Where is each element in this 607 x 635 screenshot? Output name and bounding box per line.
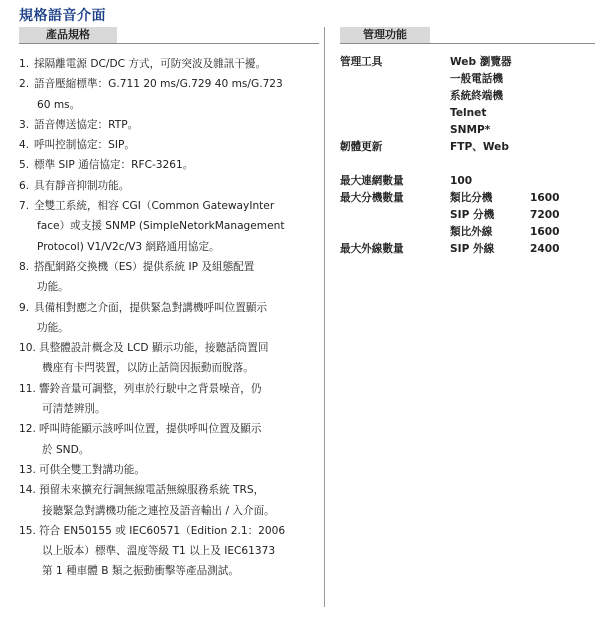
spec-item: 12. 呼叫時能顯示該呼叫位置，提供呼叫位置及顯示 於 SND。 (19, 423, 262, 456)
firmware-label: 韌體更新 (340, 141, 383, 153)
ext-count: 1600 (530, 226, 560, 238)
tool-value: Telnet (450, 107, 487, 119)
tools-label: 管理工具 (340, 56, 383, 68)
ext-type: SIP 分機 (450, 209, 495, 221)
trunk-type: SIP 外線 (450, 243, 495, 255)
spec-item: 3. 語音傳送協定：RTP。 (19, 118, 139, 131)
mgmt-row-max-conn (340, 173, 595, 190)
management-table (340, 54, 595, 258)
spec-item: 13. 可供全雙工對講功能。 (19, 463, 145, 476)
mgmt-row-firmware (340, 139, 595, 156)
spec-item: 4. 呼叫控制協定：SIP。 (19, 139, 135, 152)
tool-value: SNMP* (450, 124, 491, 136)
spec-item: 15. 符合 EN50155 或 IEC60571（Edition 2.1：2006 以上版本）標準、溫度等級 T1 以上及 IEC61373 第 1 種車體 B 類之振動衝擊等產品測試。 (19, 524, 286, 578)
product-spec-tab: 產品規格 (19, 27, 117, 43)
spec-item: 1. 採隔離電源 DC/DC 方式，可防突波及雜訊干擾。 (19, 58, 267, 70)
spec-item: 9. 具備相對應之介面，提供緊急對講機呼叫位置顯示 功能。 (19, 301, 268, 334)
management-header (340, 27, 595, 44)
tool-value: 系統終端機 (450, 90, 503, 102)
mgmt-row-tools (340, 54, 595, 71)
mgmt-row-max-ext (340, 190, 595, 207)
ext-count: 7200 (530, 209, 560, 221)
firmware-value: FTP、Web (450, 141, 509, 153)
spec-item: 14. 預留未來擴充行調無線電話無線服務系統 TRS， 接聽緊急對講機功能之連控及語音輸出 / 入介面。 (19, 484, 275, 517)
tool-value: 一般電話機 (450, 73, 503, 85)
ext-type: 類比外線 (450, 226, 493, 238)
tool-value: Web 瀏覽器 (450, 56, 512, 68)
page-title: 規格語音介面 (19, 8, 106, 24)
max-conn-value: 100 (450, 175, 473, 187)
max-ext-label: 最大分機數量 (340, 192, 404, 204)
column-divider (324, 27, 325, 607)
spec-item: 6. 具有靜音抑制功能。 (19, 179, 130, 192)
spec-item: 2. 語音壓縮標準：G.711 20 ms/G.729 40 ms/G.723 60 ms。 (19, 78, 283, 111)
spec-item: 5. 標準 SIP 通信協定：RFC-3261。 (19, 159, 194, 172)
ext-type: 類比分機 (450, 192, 493, 204)
spec-item: 7. 全雙工系統，相容 CGI（Common GatewayInter face）或支援 SNMP (SimpleNetorkManagement Protocol) V1/V2c/V3 網路通用協定。 (19, 200, 285, 253)
mgmt-row-max-trunk (340, 241, 595, 258)
ext-count: 1600 (530, 192, 560, 204)
spec-item: 8. 搭配網路交換機（ES）提供系統 IP 及組態配置 功能。 (19, 260, 255, 294)
spec-list (19, 54, 315, 582)
product-spec-header (19, 27, 319, 44)
spec-item: 11. 響鈴音量可調整，列車於行駛中之背景噪音，仍 可清楚辨別。 (19, 382, 262, 416)
spec-item: 10. 具整體設計概念及 LCD 顯示功能，接聽話筒置回 機座有卡閂裝置，以防止話筒因振動而脫落。 (19, 342, 269, 375)
max-trunk-label: 最大外線數量 (340, 243, 404, 255)
trunk-count: 2400 (530, 243, 560, 255)
max-conn-label: 最大連網數量 (340, 175, 404, 187)
management-tab: 管理功能 (340, 27, 430, 43)
